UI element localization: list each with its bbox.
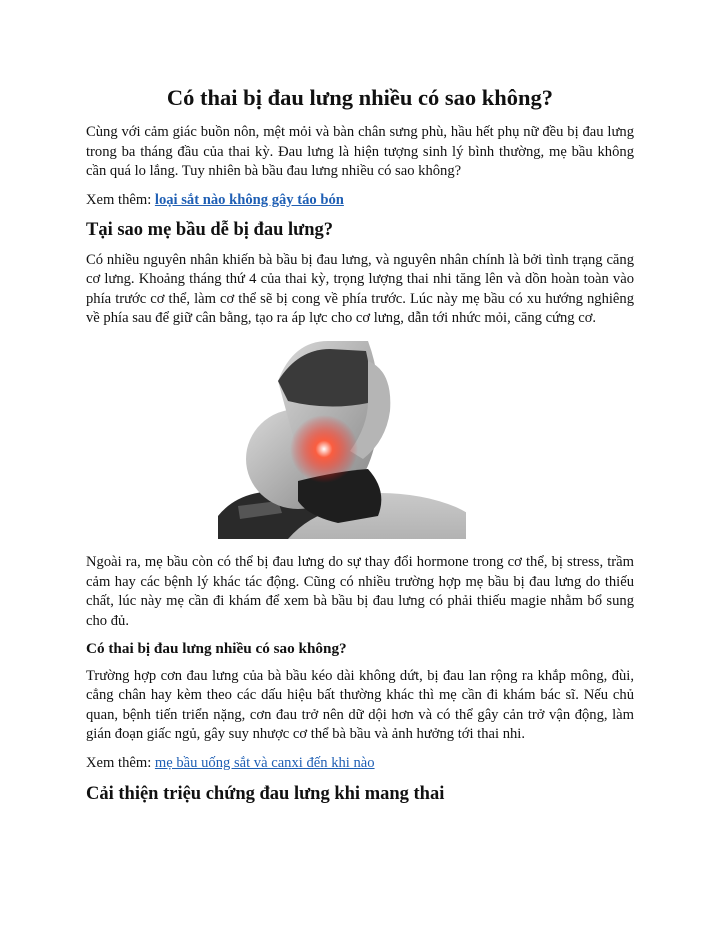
see-more-line-1 xyxy=(86,191,634,211)
document-page xyxy=(86,84,634,814)
section-heading-why: Tại sao mẹ bầu dễ bị đau lưng? xyxy=(86,220,334,241)
subheading-question: Có thai bị đau lưng nhiều có sao không? xyxy=(86,640,347,658)
why-paragraph: Có nhiều nguyên nhân khiến bà bầu bị đau lưng, và nguyên nhân chính là bởi tình trạng căng cơ lưng. Khoảng tháng thứ 4 của thai kỳ, trọng lượng thai nhi tăng lên và dồn hoàn toàn vào phía trước cơ thể, làm cơ thể sẽ bị cong về phía trước. Lúc này mẹ bầu có xu hướng nghiêng về phía sau để giữ cân bằng, tạo ra áp lực cho cơ lưng, dẫn tới nhức mỏi, căng cứng cơ. xyxy=(86,251,634,327)
iron-supplement-link[interactable]: loại sắt nào không gây táo bón xyxy=(154,191,344,208)
see-more-label: Xem thêm: xyxy=(86,191,155,208)
page-title: Có thai bị đau lưng nhiều có sao không? xyxy=(166,85,554,110)
see-more-line-2 xyxy=(86,754,634,774)
question-paragraph: Trường hợp cơn đau lưng của bà bầu kéo dài không dứt, bị đau lan rộng ra khắp mông, đùi, cẳng chân hay kèm theo các dấu hiệu bất thường khác thì mẹ cần đi khám bác sĩ. Nếu chủ quan, bệnh tiến triển nặng, cơn đau trở nên dữ dội hơn và có thể gây cản trở vận động, làm gián đoạn giấc ngủ, gây suy nhược cơ thể bà bầu và ảnh hưởng tới thai nhi. xyxy=(86,667,634,743)
iron-calcium-link[interactable]: mẹ bầu uống sắt và canxi đến khi nào xyxy=(154,754,375,771)
intro-paragraph: Cùng với cảm giác buồn nôn, mệt mỏi và bàn chân sưng phù, hầu hết phụ nữ đều bị đau lưng trong ba tháng đầu của thai kỳ. Đau lưng là hiện tượng sinh lý bình thường, mẹ bầu không cần quá lo lắng. Tuy nhiên bà bầu đau lưng nhiều có sao không? xyxy=(86,124,634,180)
section-heading-improve: Cải thiện triệu chứng đau lưng khi mang thai xyxy=(86,783,445,804)
see-more-label: Xem thêm: xyxy=(86,754,155,771)
after-image-paragraph: Ngoài ra, mẹ bầu còn có thể bị đau lưng do sự thay đổi hormone trong cơ thể, bị stress, trầm cảm hay các bệnh lý khác tác động. Cũng có nhiều trường hợp mẹ bầu bị đau lưng do thiếu chất, lúc này mẹ cần đi khám để xem bà bầu bị đau lưng có phải thiếu magie nhằm bổ sung cho đủ. xyxy=(86,553,634,629)
pregnant-woman-back-pain-photo xyxy=(218,341,466,539)
